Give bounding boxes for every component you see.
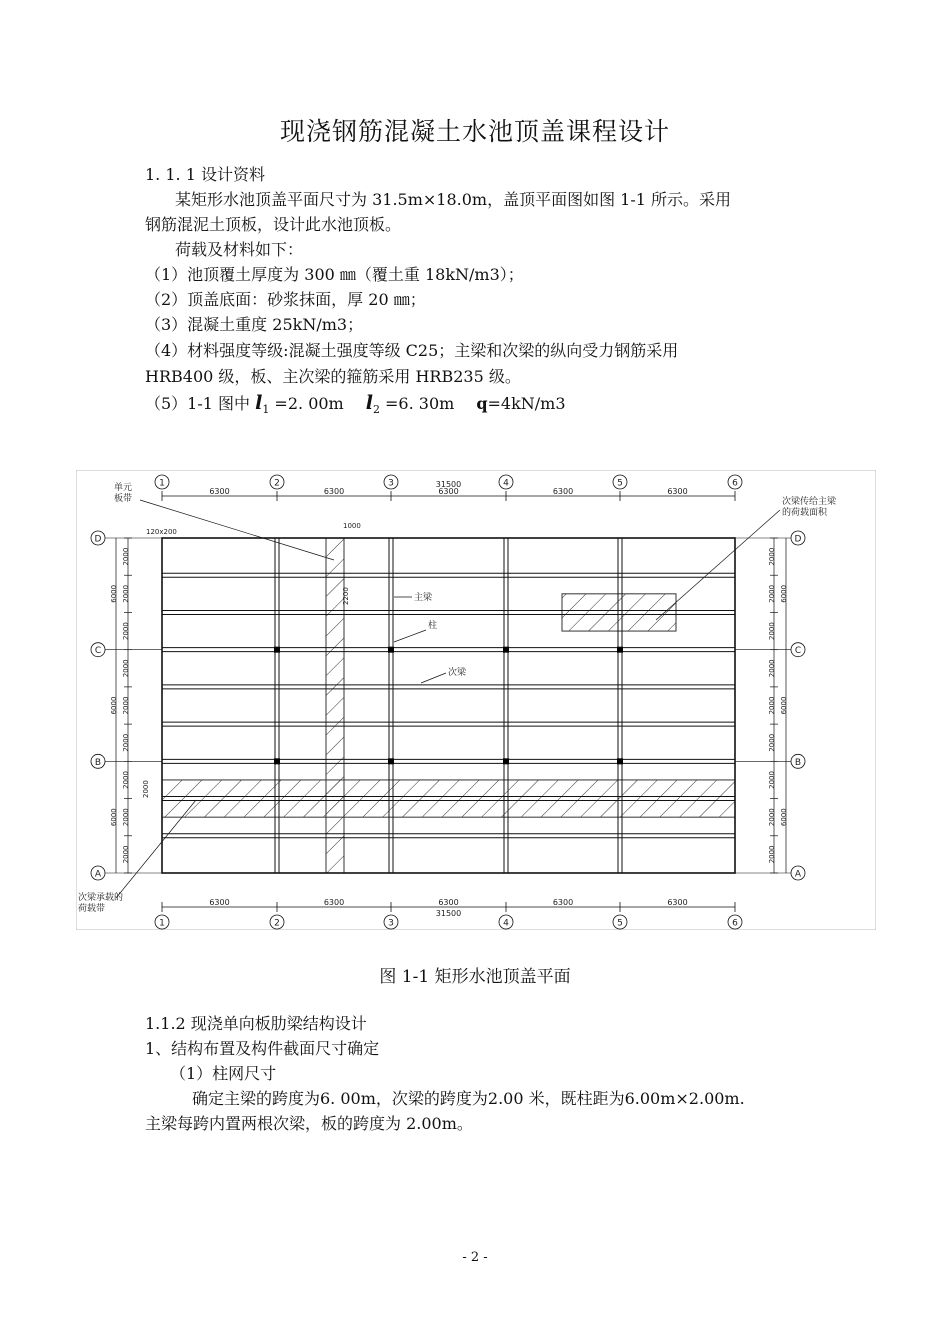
- bay-dimension: 6000: [110, 584, 119, 603]
- axis-number: 4: [503, 478, 509, 489]
- l2-subscript: 2: [372, 403, 380, 417]
- row-dimension: 2000: [768, 622, 776, 640]
- axis-number: 4: [503, 918, 509, 929]
- span-dimension: 6300: [552, 487, 574, 496]
- column-marker: [274, 647, 280, 653]
- total-dimension: 31500: [435, 909, 462, 918]
- leader-line: [656, 510, 780, 620]
- span-dimension: 6300: [667, 898, 688, 907]
- row-dimension: 2000: [768, 659, 776, 678]
- column-marker: [617, 647, 623, 653]
- axis-number: 6: [732, 478, 738, 489]
- bay-dimension: 6000: [780, 696, 788, 715]
- span-dimension: 6300: [438, 898, 459, 907]
- row-dimension: 2000: [768, 808, 776, 827]
- main-beam-load-area: [562, 594, 676, 631]
- span-dimension: 6300: [667, 487, 688, 496]
- item-4-line-1: （4）材料强度等级:混凝土强度等级 C25；主梁和次梁的纵向受力钢筋采用: [145, 341, 679, 360]
- paragraph-line-2: 主梁每跨内置两根次梁，板的跨度为 2.00m。: [145, 1114, 473, 1133]
- section-heading-111: 1. 1. 1 设计资料: [145, 165, 265, 184]
- width-note: 1000: [343, 522, 361, 530]
- intro-line-2: 钢筋混泥土顶板，设计此水池顶板。: [145, 215, 402, 234]
- axis-number: 6: [732, 918, 738, 929]
- axis-letter-left: D: [94, 534, 102, 545]
- figure-caption: 图 1-1 矩形水池顶盖平面: [379, 967, 571, 987]
- l2-symbol: l: [365, 392, 373, 414]
- span-dimension: 6300: [209, 487, 230, 496]
- row-dimension: 2000: [122, 696, 130, 715]
- unit-strip-note: 单元: [114, 483, 133, 493]
- l2-value: =6. 30m: [379, 394, 455, 413]
- section-heading-112: 1.1.2 现浇单向板肋梁结构设计: [145, 1014, 367, 1033]
- row-dimension: 2000: [768, 547, 776, 566]
- unit-strip-note: 板带: [114, 494, 133, 504]
- bay-dimension: 6000: [110, 808, 118, 827]
- item-5-prefix: （5）1-1 图中: [145, 394, 256, 413]
- q-value: =4kN/m3: [487, 394, 566, 413]
- axis-letter-right: A: [794, 869, 802, 880]
- axis-letter-right: C: [794, 646, 802, 657]
- axis-number: 1: [159, 478, 165, 489]
- row-dimension: 2000: [768, 733, 776, 752]
- secondary-strip-note: 次梁承载的: [78, 893, 124, 903]
- item-5: [145, 392, 566, 421]
- load-area-note: 次梁传给主梁: [782, 497, 837, 507]
- secondary-beam-label: 次梁: [448, 668, 467, 678]
- column-marker: [617, 758, 623, 764]
- subheading-1-1: （1）柱网尺寸: [170, 1064, 277, 1083]
- bay-dimension: 6000: [110, 696, 118, 715]
- row-dimension: 2000: [768, 584, 776, 603]
- row-dimension: 2000: [122, 659, 130, 678]
- item-1: （1）池顶覆土厚度为 300 ㎜（覆土重 18kN/m3）；: [145, 265, 524, 284]
- secondary-strip-note: 荷载带: [78, 904, 106, 914]
- row-dimension: 2000: [768, 696, 776, 715]
- axis-letter-right: B: [794, 757, 802, 768]
- span-dimension: 6300: [209, 898, 230, 907]
- row-dimension: 2000: [122, 808, 130, 827]
- item-3: （3）混凝土重度 25kN/m3；: [145, 315, 364, 334]
- leader-line: [421, 673, 446, 683]
- axis-number: 2: [274, 478, 280, 489]
- column-marker: [388, 758, 394, 764]
- span-dimension: 6300: [323, 898, 345, 907]
- plan-outline: [162, 538, 735, 873]
- axis-letter-left: A: [94, 869, 102, 880]
- bay-dimension: 6000: [780, 584, 788, 603]
- row-dimension: 2000: [122, 622, 130, 640]
- row-dimension: 2000: [122, 733, 130, 752]
- span-dimension: 6300: [323, 487, 345, 496]
- total-dimension: 31500: [435, 480, 462, 489]
- row-dimension: 2000: [122, 845, 130, 864]
- loads-heading: 荷载及材料如下：: [175, 240, 304, 259]
- item-2: （2）顶盖底面：砂浆抹面，厚 20 ㎜；: [145, 290, 426, 309]
- row-dimension: 2000: [768, 771, 776, 789]
- bay-dimension: 6000: [780, 808, 788, 827]
- axis-number: 5: [617, 478, 623, 489]
- l1-symbol: l: [255, 392, 263, 414]
- row-dimension: 2000: [122, 584, 130, 603]
- intro-line-1: 某矩形水池顶盖平面尺寸为 31.5m×18.0m，盖顶平面图如图 1-1 所示。采用: [175, 190, 732, 209]
- column-marker: [388, 647, 394, 653]
- row-dimension: 2000: [122, 547, 130, 566]
- paragraph-line-1: 确定主梁的跨度为6. 00m，次梁的跨度为2.00 米，既柱距为6.00m×2.00m.: [192, 1089, 745, 1108]
- item-4-line-2: HRB400 级，板、主次梁的箍筋采用 HRB235 级。: [145, 367, 521, 386]
- slab-size-note: 120x200: [146, 528, 177, 536]
- axis-letter-left: C: [94, 646, 102, 657]
- secondary-beam-load-strip: [162, 780, 735, 817]
- row-dimension: 2000: [122, 771, 130, 789]
- span-dimension: 6300: [438, 487, 459, 496]
- column-marker: [503, 647, 509, 653]
- axis-letter-left: B: [94, 757, 102, 768]
- column-marker: [274, 758, 280, 764]
- main-beam-label: 主梁: [414, 593, 433, 603]
- column-marker: [503, 758, 509, 764]
- axis-letter-right: D: [794, 534, 802, 545]
- l1-value: =2. 00m: [269, 394, 344, 413]
- span-dimension: 6300: [552, 898, 574, 907]
- row-dimension: 2000: [768, 845, 776, 864]
- axis-number: 3: [388, 478, 394, 489]
- axis-number: 2: [274, 918, 280, 929]
- column-label: 柱: [428, 621, 438, 631]
- subheading-1: 1、结构布置及构件截面尺寸确定: [145, 1039, 380, 1058]
- axis-number: 3: [388, 918, 394, 929]
- figure-frame: [76, 470, 876, 930]
- q-symbol: q: [476, 394, 488, 413]
- page-title: 现浇钢筋混凝土水池顶盖课程设计: [279, 117, 670, 146]
- dimension-note: 2200: [342, 587, 350, 605]
- load-area-note: 的荷载面积: [782, 508, 828, 518]
- leader-line: [394, 630, 426, 642]
- page-number: - 2 -: [462, 1250, 488, 1265]
- l1-subscript: 1: [262, 403, 270, 417]
- axis-number: 1: [159, 918, 165, 929]
- axis-number: 5: [617, 918, 623, 929]
- dimension-note: 2000: [142, 780, 150, 798]
- roof-plan-figure: [76, 470, 876, 930]
